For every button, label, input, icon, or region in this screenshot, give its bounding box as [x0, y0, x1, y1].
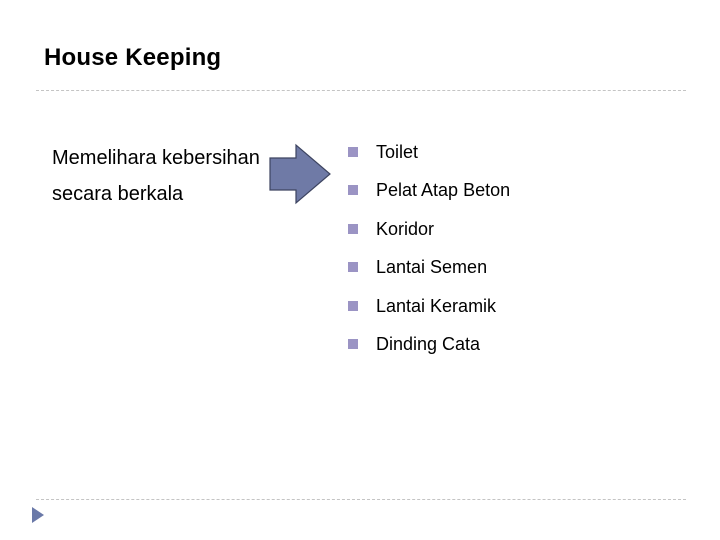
description-line-1: Memelihara kebersihan: [52, 147, 260, 169]
list-item: [348, 329, 510, 367]
play-triangle-icon[interactable]: [30, 505, 46, 525]
list-item: [348, 252, 510, 290]
list-item-label: Lantai Semen: [376, 257, 488, 278]
list-item: [348, 214, 510, 252]
item-list: [348, 137, 510, 367]
list-item: [348, 175, 510, 213]
square-bullet-icon: [348, 262, 358, 272]
description-text: [52, 140, 260, 212]
right-arrow-icon: [268, 143, 332, 207]
list-item: [348, 137, 510, 175]
list-item-label: Pelat Atap Beton: [376, 180, 511, 201]
list-item-label: Koridor: [376, 218, 435, 239]
square-bullet-icon: [348, 224, 358, 234]
list-item-label: Dinding Cata: [376, 333, 481, 354]
list-item: [348, 291, 510, 329]
arrow-shape: [270, 145, 330, 203]
top-divider: [36, 90, 686, 91]
nav-triangle-shape: [32, 507, 44, 523]
slide-title: House Keeping: [44, 44, 222, 71]
square-bullet-icon: [348, 185, 358, 195]
list-item-label: Toilet: [376, 142, 419, 162]
square-bullet-icon: [348, 147, 358, 157]
description-line-2: secara berkala: [52, 183, 184, 205]
bottom-divider: [36, 499, 686, 500]
square-bullet-icon: [348, 301, 358, 311]
square-bullet-icon: [348, 339, 358, 349]
list-item-label: Lantai Keramik: [376, 295, 497, 316]
